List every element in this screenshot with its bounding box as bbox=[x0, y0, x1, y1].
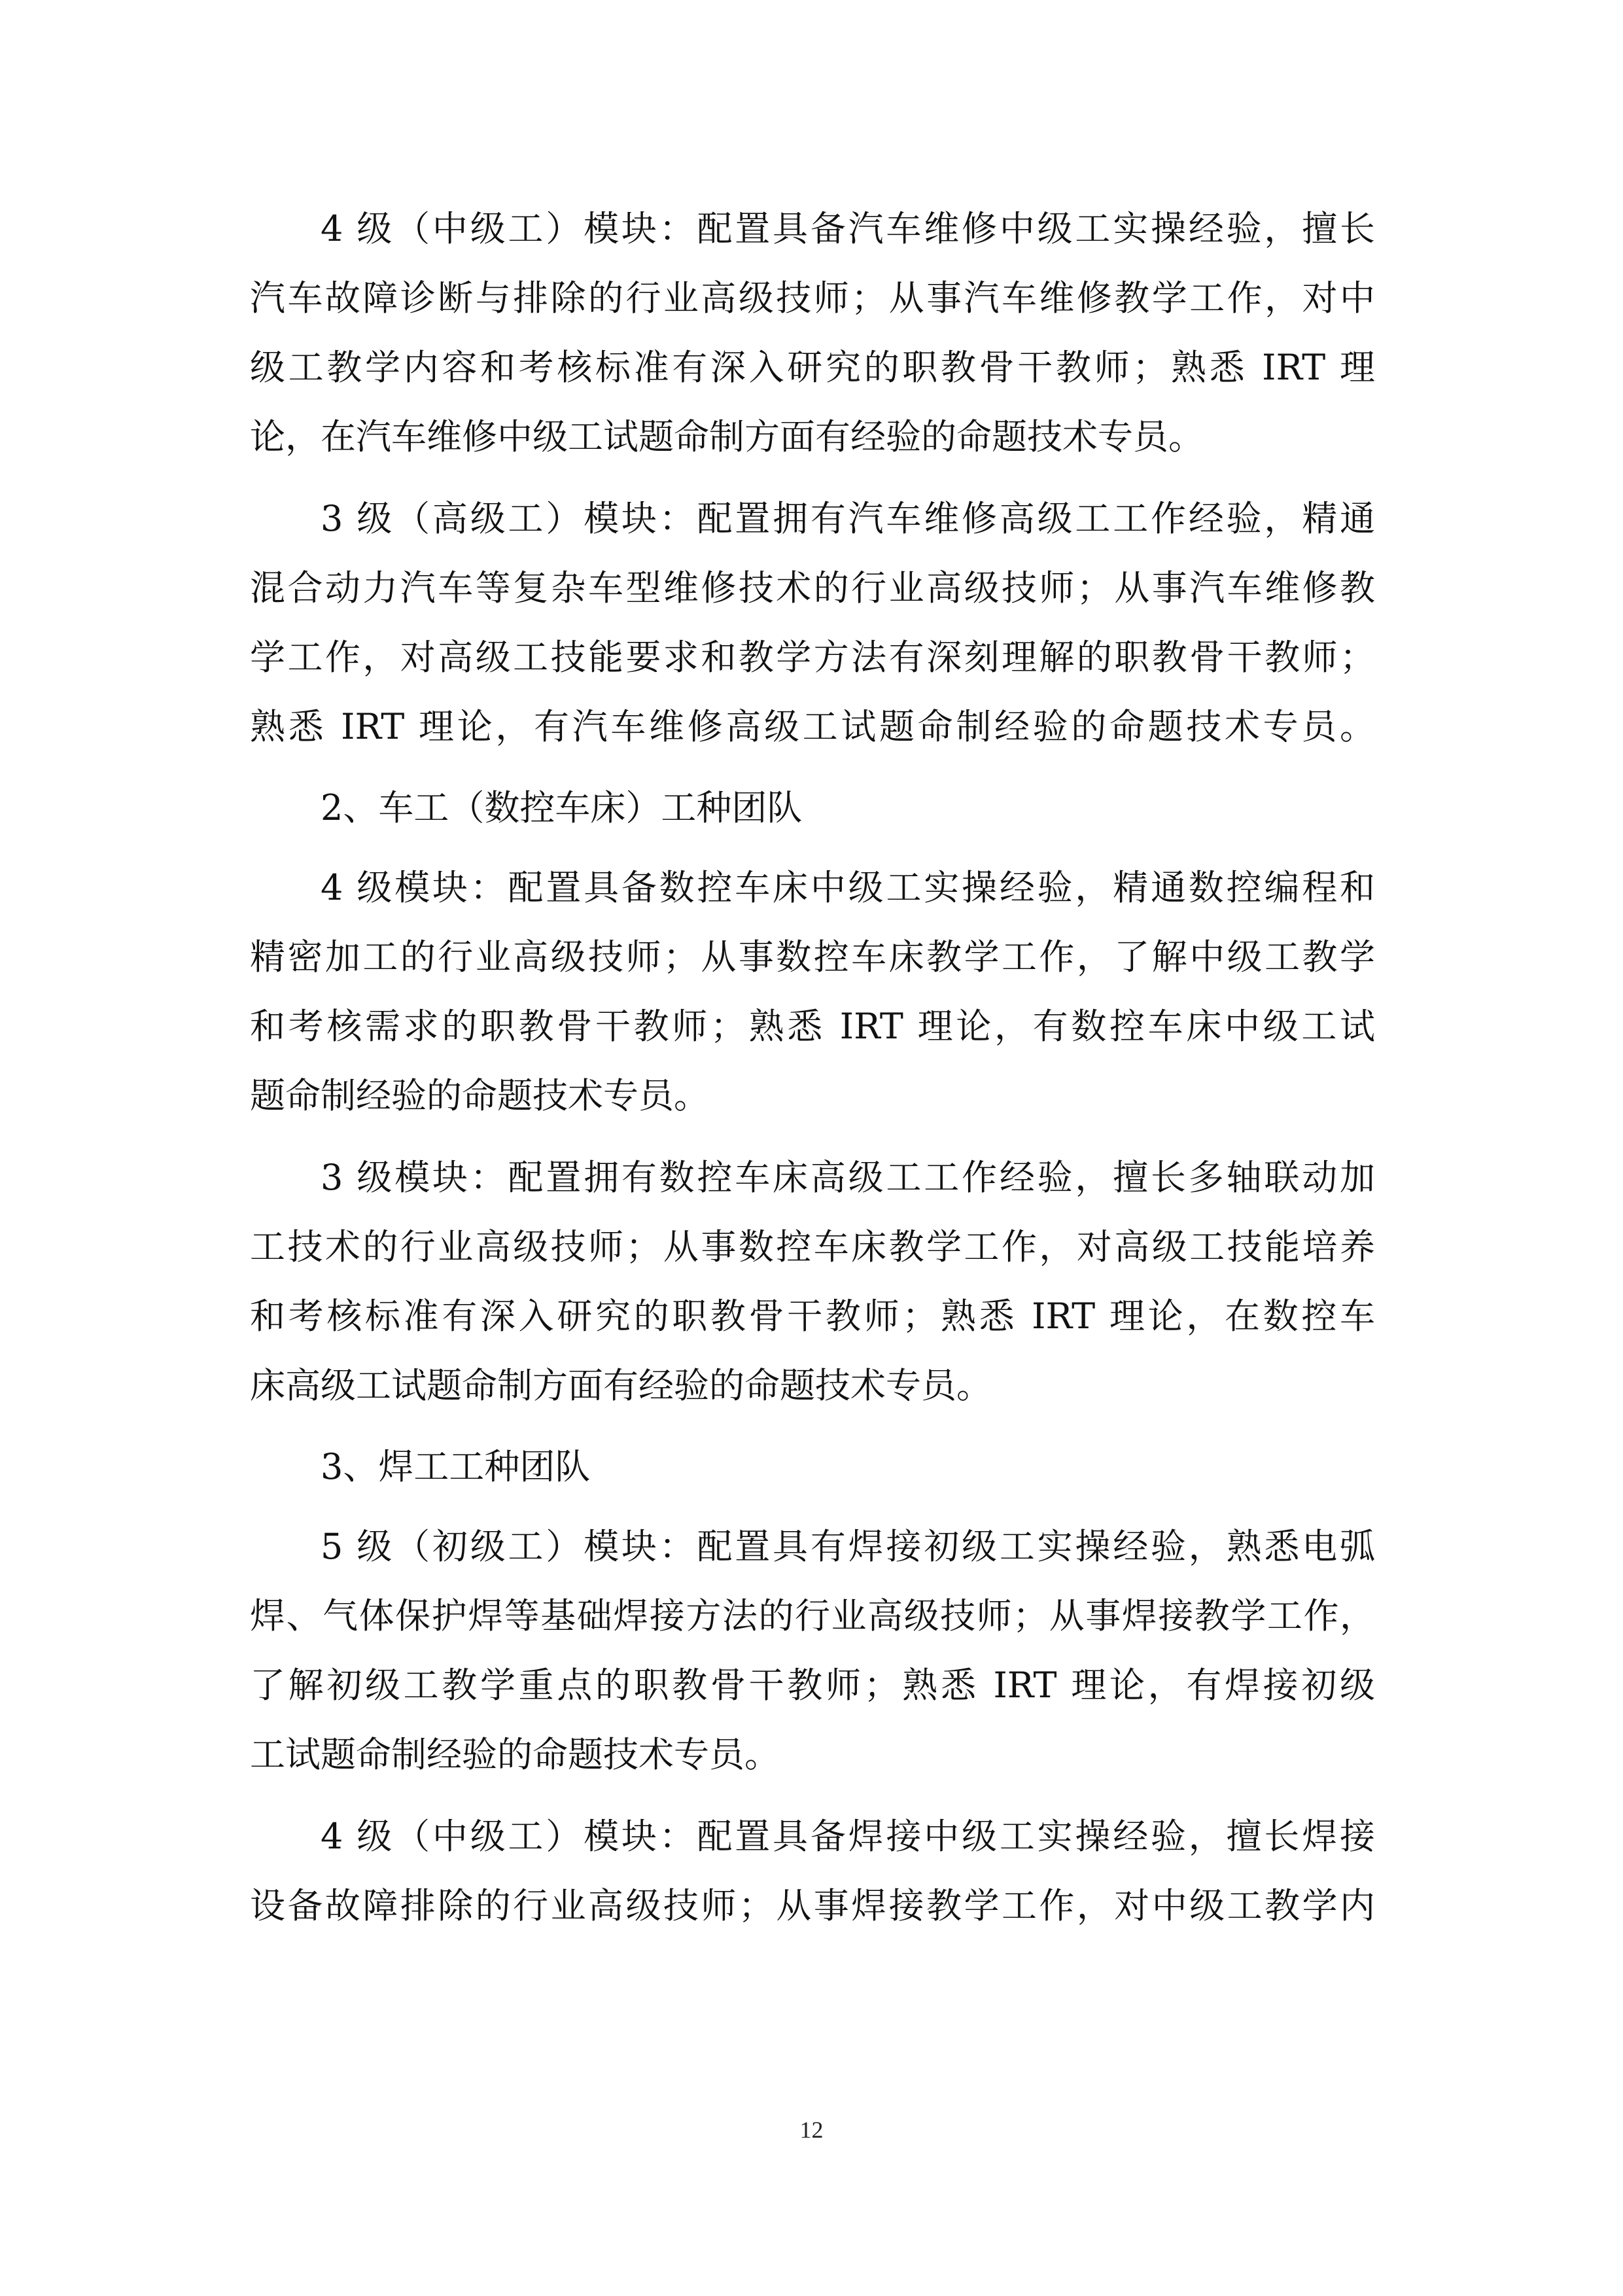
paragraph-line: 熟悉 IRT 理论，有汽车维修高级工试题命制经验的命题技术专员。 bbox=[250, 706, 1375, 747]
paragraph-line: 3 级模块：配置拥有数控车床高级工工作经验，擅长多轴联动加 bbox=[321, 1157, 1375, 1198]
paragraph-line: 4 级（中级工）模块：配置具备焊接中级工实操经验，擅长焊接 bbox=[321, 1816, 1375, 1857]
paragraph-line: 设备故障排除的行业高级技师；从事焊接教学工作，对中级工教学内 bbox=[250, 1885, 1375, 1926]
paragraph-line: 工试题命制经验的命题技术专员。 bbox=[250, 1734, 780, 1775]
paragraph-line: 级工教学内容和考核标准有深入研究的职教骨干教师；熟悉 IRT 理 bbox=[250, 347, 1375, 388]
paragraph-line: 混合动力汽车等复杂车型维修技术的行业高级技师；从事汽车维修教 bbox=[250, 567, 1375, 609]
paragraph-line: 床高级工试题命制方面有经验的命题技术专员。 bbox=[250, 1365, 992, 1406]
section-heading: 2、车工（数控车床）工种团队 bbox=[321, 787, 803, 828]
page-number: 12 bbox=[799, 2117, 824, 2143]
paragraph-line: 论，在汽车维修中级工试题命制方面有经验的命题技术专员。 bbox=[250, 416, 1204, 457]
paragraph-line: 4 级模块：配置具备数控车床中级工实操经验，精通数控编程和 bbox=[321, 867, 1375, 908]
paragraph-line: 和考核标准有深入研究的职教骨干教师；熟悉 IRT 理论，在数控车 bbox=[250, 1296, 1375, 1337]
paragraph-line: 了解初级工教学重点的职教骨干教师；熟悉 IRT 理论，有焊接初级 bbox=[250, 1665, 1375, 1706]
paragraph-line: 题命制经验的命题技术专员。 bbox=[250, 1075, 709, 1116]
paragraph-line: 学工作，对高级工技能要求和教学方法有深刻理解的职教骨干教师； bbox=[250, 637, 1375, 678]
paragraph-line: 精密加工的行业高级技师；从事数控车床教学工作，了解中级工教学 bbox=[250, 936, 1375, 978]
paragraph-line: 5 级（初级工）模块：配置具有焊接初级工实操经验，熟悉电弧 bbox=[321, 1526, 1375, 1567]
paragraph-line: 焊、气体保护焊等基础焊接方法的行业高级技师；从事焊接教学工作， bbox=[250, 1595, 1375, 1636]
paragraph-line: 汽车故障诊断与排除的行业高级技师；从事汽车维修教学工作，对中 bbox=[250, 277, 1375, 319]
section-heading: 3、焊工工种团队 bbox=[321, 1446, 591, 1487]
paragraph-line: 工技术的行业高级技师；从事数控车床教学工作，对高级工技能培养 bbox=[250, 1226, 1375, 1267]
paragraph-line: 和考核需求的职教骨干教师；熟悉 IRT 理论，有数控车床中级工试 bbox=[250, 1006, 1375, 1047]
paragraph-line: 3 级（高级工）模块：配置拥有汽车维修高级工工作经验，精通 bbox=[321, 498, 1375, 539]
paragraph-line: 4 级（中级工）模块：配置具备汽车维修中级工实操经验，擅长 bbox=[321, 208, 1375, 249]
